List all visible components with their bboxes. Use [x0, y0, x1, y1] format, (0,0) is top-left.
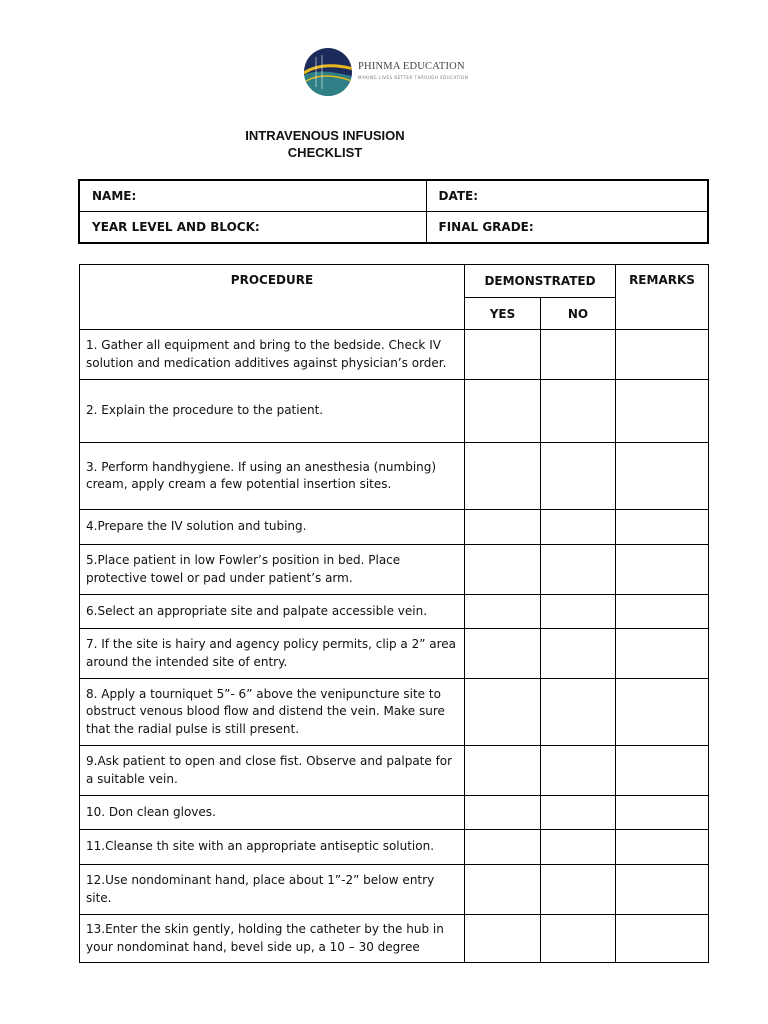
checklist-row	[80, 796, 709, 830]
checklist-row	[80, 830, 709, 865]
remarks-cell[interactable]	[616, 510, 709, 545]
procedure-step: 5.Place patient in low Fowler’s position in bed. Place protective towel or pad under patient’s arm.	[80, 545, 465, 595]
brand-tagline: MAKING LIVES BETTER THROUGH EDUCATION	[358, 75, 469, 80]
year-level-block-field: YEAR LEVEL AND BLOCK:	[79, 212, 426, 244]
checklist-row	[80, 679, 709, 746]
remarks-cell[interactable]	[616, 865, 709, 915]
checklist-row	[80, 915, 709, 963]
brand-name: PHINMA EDUCATION	[358, 61, 465, 72]
yes-header: YES	[465, 298, 541, 330]
no-checkbox-cell[interactable]	[541, 746, 616, 796]
remarks-cell[interactable]	[616, 796, 709, 830]
no-checkbox-cell[interactable]	[541, 629, 616, 679]
name-field: NAME:	[79, 180, 426, 212]
checklist-row	[80, 380, 709, 443]
checklist-row	[80, 330, 709, 380]
yes-checkbox-cell[interactable]	[465, 545, 541, 595]
checklist-row	[80, 595, 709, 629]
no-checkbox-cell[interactable]	[541, 865, 616, 915]
checklist-row	[80, 545, 709, 595]
yes-checkbox-cell[interactable]	[465, 443, 541, 510]
procedure-step: 8. Apply a tourniquet 5”- 6” above the venipuncture site to obstruct venous blood flow and distend the vein. Make sure that the radial pulse is still present.	[80, 679, 465, 746]
checklist-row	[80, 629, 709, 679]
header-row	[80, 265, 709, 298]
remarks-cell[interactable]	[616, 330, 709, 380]
no-checkbox-cell[interactable]	[541, 510, 616, 545]
no-checkbox-cell[interactable]	[541, 595, 616, 629]
no-checkbox-cell[interactable]	[541, 380, 616, 443]
procedure-step: 11.Cleanse th site with an appropriate antiseptic solution.	[80, 830, 465, 865]
procedure-step: 7. If the site is hairy and agency policy permits, clip a 2” area around the intended site of entry.	[80, 629, 465, 679]
procedure-step: 12.Use nondominant hand, place about 1”-2” below entry site.	[80, 865, 465, 915]
procedure-step: 9.Ask patient to open and close fist. Observe and palpate for a suitable vein.	[80, 746, 465, 796]
yes-checkbox-cell[interactable]	[465, 746, 541, 796]
yes-checkbox-cell[interactable]	[465, 830, 541, 865]
procedure-checklist-table	[79, 264, 709, 963]
no-checkbox-cell[interactable]	[541, 915, 616, 963]
procedure-step: 1. Gather all equipment and bring to the bedside. Check IV solution and medication additives against physician’s order.	[80, 330, 465, 380]
no-checkbox-cell[interactable]	[541, 545, 616, 595]
phinma-logo	[302, 47, 482, 97]
remarks-cell[interactable]	[616, 545, 709, 595]
remarks-cell[interactable]	[616, 746, 709, 796]
procedure-step: 6.Select an appropriate site and palpate accessible vein.	[80, 595, 465, 629]
yes-checkbox-cell[interactable]	[465, 330, 541, 380]
remarks-header: REMARKS	[616, 265, 709, 330]
remarks-cell[interactable]	[616, 679, 709, 746]
yes-checkbox-cell[interactable]	[465, 595, 541, 629]
no-checkbox-cell[interactable]	[541, 679, 616, 746]
yes-checkbox-cell[interactable]	[465, 796, 541, 830]
checklist-row	[80, 865, 709, 915]
checklist-row	[80, 510, 709, 545]
demonstrated-header: DEMONSTRATED	[465, 265, 616, 298]
document-title	[175, 127, 475, 161]
info-row	[79, 212, 708, 244]
procedure-step: 13.Enter the skin gently, holding the catheter by the hub in your nondominat hand, bevel side up, a 10 – 30 degree	[80, 915, 465, 963]
date-field: DATE:	[426, 180, 708, 212]
yes-checkbox-cell[interactable]	[465, 510, 541, 545]
remarks-cell[interactable]	[616, 380, 709, 443]
remarks-cell[interactable]	[616, 629, 709, 679]
yes-checkbox-cell[interactable]	[465, 380, 541, 443]
no-checkbox-cell[interactable]	[541, 830, 616, 865]
procedure-header: PROCEDURE	[80, 265, 465, 330]
procedure-step: 3. Perform handhygiene. If using an anesthesia (numbing) cream, apply cream a few potential insertion sites.	[80, 443, 465, 510]
yes-checkbox-cell[interactable]	[465, 865, 541, 915]
yes-checkbox-cell[interactable]	[465, 915, 541, 963]
final-grade-field: FINAL GRADE:	[426, 212, 708, 244]
no-checkbox-cell[interactable]	[541, 330, 616, 380]
checklist-row	[80, 746, 709, 796]
student-info-table	[78, 179, 709, 244]
remarks-cell[interactable]	[616, 443, 709, 510]
checklist-row	[80, 443, 709, 510]
no-header: NO	[541, 298, 616, 330]
yes-checkbox-cell[interactable]	[465, 679, 541, 746]
info-row	[79, 180, 708, 212]
remarks-cell[interactable]	[616, 915, 709, 963]
procedure-step: 4.Prepare the IV solution and tubing.	[80, 510, 465, 545]
no-checkbox-cell[interactable]	[541, 443, 616, 510]
procedure-step: 10. Don clean gloves.	[80, 796, 465, 830]
title-line-1: INTRAVENOUS INFUSION	[245, 128, 405, 143]
procedure-step: 2. Explain the procedure to the patient.	[80, 380, 465, 443]
yes-checkbox-cell[interactable]	[465, 629, 541, 679]
title-line-2: CHECKLIST	[287, 145, 363, 160]
no-checkbox-cell[interactable]	[541, 796, 616, 830]
remarks-cell[interactable]	[616, 830, 709, 865]
globe-logo-icon	[302, 47, 354, 97]
remarks-cell[interactable]	[616, 595, 709, 629]
